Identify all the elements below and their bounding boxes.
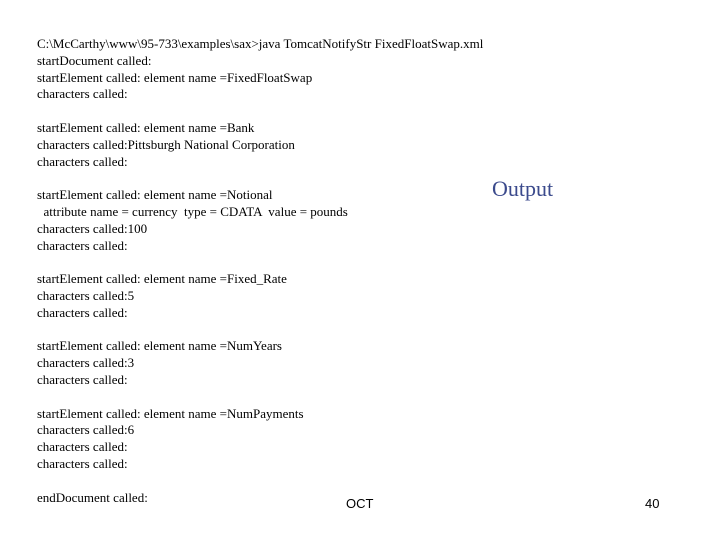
console-line: characters called: [37,439,128,455]
console-blank-line [37,322,597,339]
page-number: 40 [645,496,660,511]
console-output [37,36,597,506]
console-line: attribute name = currency type = CDATA value = pounds [37,203,348,219]
console-line: startElement called: element name =Bank [37,119,255,135]
console-line: characters called: [37,455,128,471]
console-line: startElement called: element name =FixedFloatSwap [37,69,313,85]
console-line: characters called:100 [37,220,148,236]
console-line: endDocument called: [37,489,148,505]
console-blank-line [37,254,597,271]
console-blank-line [37,389,597,406]
console-line: startElement called: element name =NumPayments [37,405,304,421]
console-line: startElement called: element name =Notional [37,187,273,203]
console-line: characters called: [37,86,128,102]
console-line: startDocument called: [37,52,152,68]
console-line: startElement called: element name =NumYears [37,338,282,354]
console-line: characters called: [37,304,128,320]
console-blank-line [37,473,597,490]
console-line: C:\McCarthy\www\95-733\examples\sax>java TomcatNotifyStr FixedFloatSwap.xml [37,36,484,51]
console-line: characters called:3 [37,355,135,371]
console-line: characters called:Pittsburgh National Corporation [37,136,295,152]
footer-center-text: OCT [346,496,374,511]
console-line: characters called:6 [37,422,135,438]
output-label: Output [492,176,554,201]
console-line: characters called:5 [37,287,135,303]
console-line: startElement called: element name =Fixed_Rate [37,271,287,287]
console-line: characters called: [37,371,128,387]
console-line: characters called: [37,153,128,169]
console-blank-line [37,103,597,120]
console-line: characters called: [37,237,128,253]
